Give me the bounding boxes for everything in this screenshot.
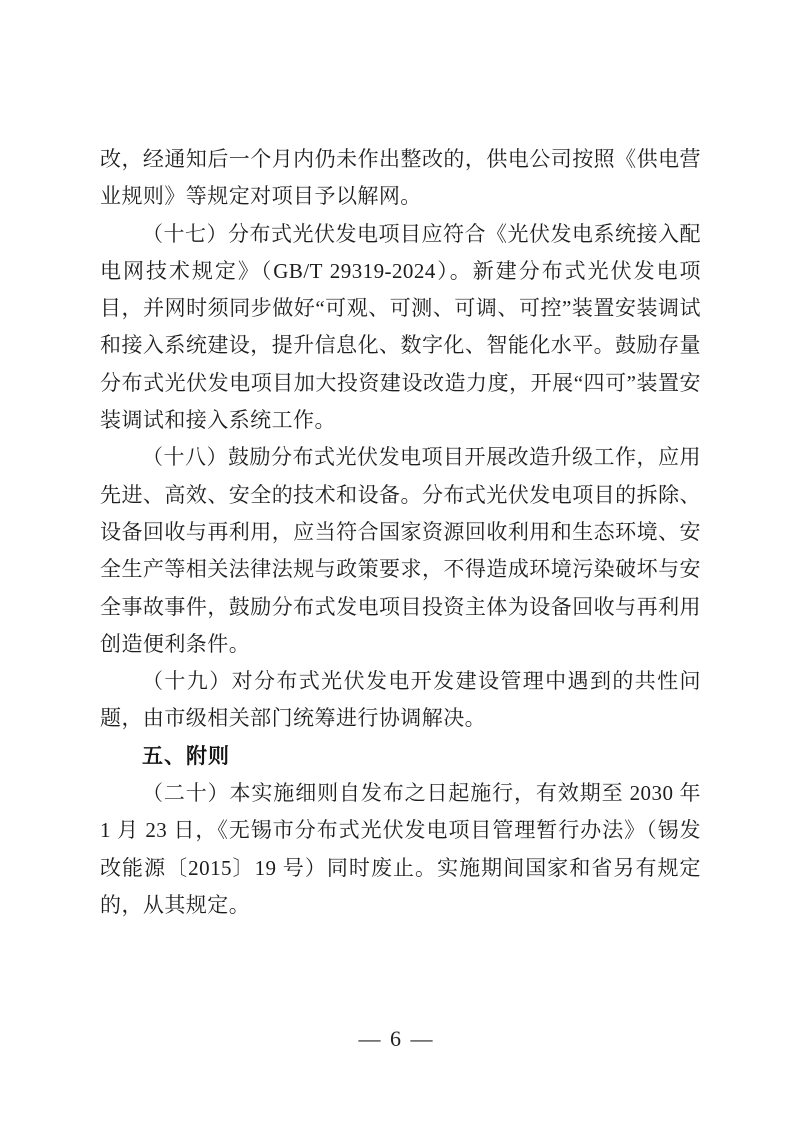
document-text-block [100, 141, 701, 924]
paragraph-17: （十七）分布式光伏发电项目应符合《光伏发电系统接入配电网技术规定》（GB/T 29319-2024）。新建分布式光伏发电项目，并网时须同步做好“可观、可测、可调、可控”装置安装调试和接入系统建设，提升信息化、数字化、智能化水平。鼓励存量分布式光伏发电项目加大投资建设改造力度，开展“四可”装置安装调试和接入系统工作。 [100, 221, 701, 433]
page-number: — 6 — [358, 1026, 435, 1051]
paragraph-20: （二十）本实施细则自发布之日起施行，有效期至 2030 年 1 月 23 日，《无锡市分布式光伏发电项目管理暂行办法》（锡发改能源〔2015〕19 号）同时废止。实施期间国家和省另有规定的，从其规定。 [100, 781, 701, 917]
section-heading-appendix: 五、附则 [142, 744, 230, 768]
paragraph-19: （十九）对分布式光伏发电开发建设管理中遇到的共性问题，由市级相关部门统筹进行协调解决。 [100, 669, 701, 731]
paragraph-18: （十八）鼓励分布式光伏发电项目开展改造升级工作，应用先进、高效、安全的技术和设备。分布式光伏发电项目的拆除、设备回收与再利用，应当符合国家资源回收利用和生态环境、安全生产等相关法律法规与政策要求，不得造成环境污染破坏与安全事故事件，鼓励分布式发电项目投资主体为设备回收与再利用创造便利条件。 [100, 445, 701, 656]
paragraph-16-continuation: 改，经通知后一个月内仍未作出整改的，供电公司按照《供电营业规则》等规定对项目予以解网。 [100, 147, 701, 209]
